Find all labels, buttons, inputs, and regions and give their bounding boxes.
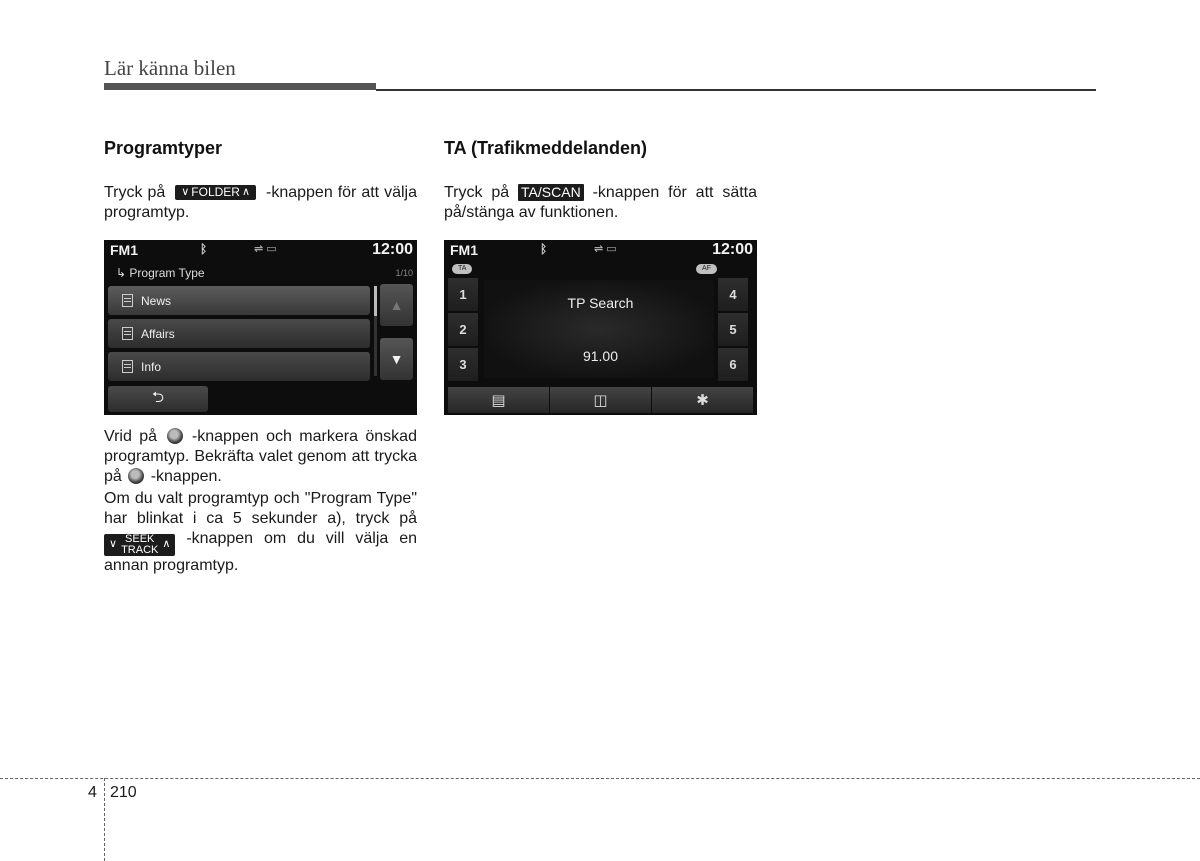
- left-column: [104, 138, 417, 576]
- header-title: Lär känna bilen: [104, 56, 236, 80]
- paragraph-text: Vrid på: [104, 428, 158, 445]
- preset-button-3[interactable]: 3: [448, 348, 478, 381]
- frequency-display: 91.00: [582, 348, 619, 364]
- bluetooth-icon: ᛒ: [200, 242, 208, 256]
- status-bar: [104, 240, 417, 258]
- paragraph-text: Om du valt programtyp och "Program Type" har blinkat i ca 5 sekunder a), tryck på: [104, 490, 417, 527]
- paragraph-text: Tryck på: [104, 184, 166, 201]
- clock: 12:00: [712, 241, 753, 258]
- preset-button-2[interactable]: 2: [448, 313, 478, 346]
- chapter-number: 4: [88, 784, 97, 801]
- radio-scan-button[interactable]: [550, 387, 651, 413]
- usb-icon: ⇌ ▭: [594, 243, 617, 255]
- section-heading-programtyper: Programtyper: [104, 138, 223, 158]
- paragraph-text: -knappen för att sätta på/stänga av funktionen.: [444, 184, 758, 221]
- list-item-label: Info: [141, 359, 162, 374]
- paragraph-text: -knappen.: [150, 468, 222, 485]
- document-icon: [122, 294, 133, 307]
- radio-scan-icon: ◫: [593, 392, 608, 409]
- preset-button-6[interactable]: 6: [718, 348, 748, 381]
- gear-icon: ✱: [696, 392, 709, 409]
- triangle-down-icon: ▼: [389, 351, 404, 367]
- footer-vertical-divider: [104, 778, 105, 861]
- track-label: TRACK: [121, 543, 159, 556]
- chevron-up-icon: ∧: [241, 186, 251, 198]
- radio-list-button[interactable]: [448, 387, 549, 413]
- usb-icon: ⇌ ▭: [254, 243, 277, 255]
- paragraph-tascan: [444, 183, 757, 223]
- folder-key-label: FOLDER: [191, 185, 240, 199]
- radio-list-icon: ▤: [491, 392, 506, 409]
- band-label: FM1: [110, 242, 138, 258]
- settings-button[interactable]: [652, 387, 753, 413]
- chevron-down-icon: ∨: [109, 538, 118, 550]
- paragraph-text: -knappen och markera önskad programtyp. Bekräfta valet genom att trycka på: [104, 428, 417, 485]
- right-column: [444, 138, 757, 415]
- paragraph-text: Tryck på: [444, 184, 510, 201]
- document-icon: [122, 327, 133, 340]
- seek-label: SEEK: [125, 532, 155, 545]
- band-label: FM1: [450, 242, 478, 258]
- paragraph-knob: [104, 427, 417, 487]
- triangle-up-icon: ▲: [389, 297, 404, 313]
- tascan-key-icon: TA/SCAN: [518, 184, 584, 201]
- chevron-down-icon: ∨: [181, 186, 190, 198]
- list-item-affairs[interactable]: [108, 319, 370, 348]
- paragraph-text: -knappen om du vill välja en annan programtyp.: [104, 530, 417, 574]
- footer-divider: [0, 778, 1200, 779]
- ta-indicator: TA: [452, 264, 472, 274]
- header-rule-thick: [104, 83, 376, 90]
- program-type-screen: [104, 240, 417, 415]
- list-item-news[interactable]: [108, 286, 370, 315]
- section-heading-ta: TA (Trafikmeddelanden): [444, 138, 648, 158]
- preset-button-5[interactable]: 5: [718, 313, 748, 346]
- clock: 12:00: [372, 241, 413, 258]
- list-item-label: Affairs: [141, 326, 175, 341]
- status-bar: [444, 240, 757, 258]
- scroll-up-button[interactable]: [380, 284, 413, 326]
- document-icon: [122, 360, 133, 373]
- seek-track-label: [119, 534, 160, 556]
- list-item-label: News: [141, 293, 172, 308]
- tune-knob-icon: [167, 428, 183, 444]
- back-button[interactable]: [108, 386, 208, 412]
- page-number: 210: [110, 784, 137, 801]
- seek-track-key-icon: [104, 534, 175, 556]
- paragraph-seek: [104, 489, 417, 576]
- radio-screen: [444, 240, 757, 415]
- preset-button-1[interactable]: 1: [448, 278, 478, 311]
- scrollbar-thumb[interactable]: [374, 286, 377, 316]
- program-type-title: [116, 266, 205, 280]
- tune-knob-icon: [128, 468, 144, 484]
- bluetooth-icon: ᛒ: [540, 242, 548, 256]
- scroll-down-button[interactable]: [380, 338, 413, 380]
- page-indicator: 1/10: [395, 268, 413, 278]
- af-indicator: AF: [696, 264, 717, 274]
- paragraph-text: -knappen för att välja programtyp.: [104, 184, 418, 221]
- chevron-up-icon: ∧: [162, 538, 171, 550]
- folder-key-icon: [175, 185, 256, 200]
- header-rule-thin: [376, 89, 1096, 91]
- return-arrow-icon: ↳: [116, 266, 127, 280]
- list-item-info[interactable]: [108, 352, 370, 381]
- preset-button-4[interactable]: 4: [718, 278, 748, 311]
- program-type-title-text: Program Type: [129, 266, 205, 280]
- paragraph-folder: [104, 183, 417, 223]
- tp-search-text: TP Search: [567, 295, 634, 311]
- back-arrow-icon: ⮌: [151, 388, 164, 406]
